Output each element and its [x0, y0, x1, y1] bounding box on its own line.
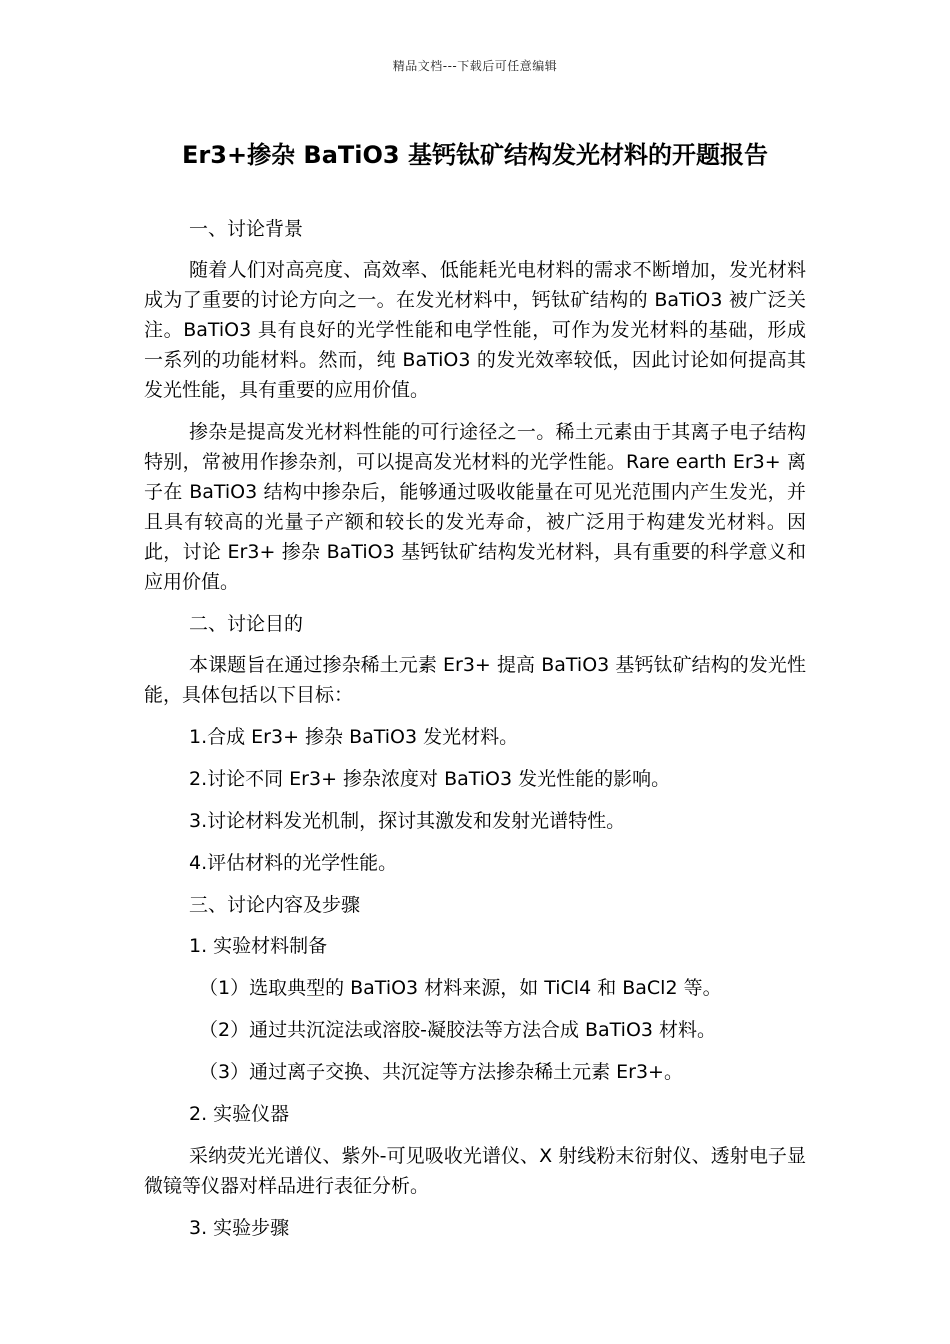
section-heading-content: 三、讨论内容及步骤: [189, 894, 361, 916]
document-body: [144, 214, 806, 1255]
list-item-material-step-3: （3）通过离子交换、共沉淀等方法掺杂稀土元素 Er3+。: [199, 1061, 683, 1083]
paragraph-instruments: 采纳荧光光谱仪、紫外-可见吸收光谱仪、X 射线粉末衍射仪、透射电子显微镜等仪器对样品进行表征分析。: [144, 1145, 806, 1197]
section-heading-background: 一、讨论背景: [189, 218, 304, 240]
list-item-goal-3: 3.讨论材料发光机制，探讨其激发和发射光谱特性。: [189, 810, 626, 832]
list-item-goal-2: 2.讨论不同 Er3+ 掺杂浓度对 BaTiO3 发光性能的影响。: [189, 768, 671, 790]
subsection-heading-instruments: 2. 实验仪器: [189, 1103, 290, 1125]
page-header-watermark: 精品文档---下载后可任意编辑: [392, 59, 558, 73]
paragraph-purpose-intro: 本课题旨在通过掺杂稀土元素 Er3+ 提高 BaTiO3 基钙钛矿结构的发光性能，具体包括以下目标：: [144, 654, 806, 706]
list-item-material-step-2: （2）通过共沉淀法或溶胶-凝胶法等方法合成 BaTiO3 材料。: [199, 1019, 717, 1041]
subsection-heading-materials: 1. 实验材料制备: [189, 935, 328, 957]
paragraph-background-2: 掺杂是提高发光材料性能的可行途径之一。稀土元素由于其离子电子结构特别，常被用作掺杂剂，可以提高发光材料的光学性能。Rare earth Er3+ 离子在 BaTiO3 结构中掺杂后，能够通过吸收能量在可见光范围内产生发光，并且具有较高的光量子产额和较长的发光寿命，被广泛用于构建发光材料。因此，讨论 Er3+ 掺杂 BaTiO3 基钙钛矿结构发光材料，具有重要的科学意义和应用价值。: [144, 421, 806, 593]
list-item-goal-1: 1.合成 Er3+ 掺杂 BaTiO3 发光材料。: [189, 726, 519, 748]
paragraph-background-1: 随着人们对高亮度、高效率、低能耗光电材料的需求不断增加，发光材料成为了重要的讨论方向之一。在发光材料中，钙钛矿结构的 BaTiO3 被广泛关注。BaTiO3 具有良好的光学性能和电学性能，可作为发光材料的基础，形成一系列的功能材料。然而，纯 BaTiO3 的发光效率较低，因此讨论如何提高其发光性能，具有重要的应用价值。: [144, 259, 806, 401]
list-item-material-step-1: （1）选取典型的 BaTiO3 材料来源，如 TiCl4 和 BaCl2 等。: [199, 977, 722, 999]
document-title: Er3+掺杂 BaTiO3 基钙钛矿结构发光材料的开题报告: [182, 141, 768, 169]
list-item-goal-4: 4.评估材料的光学性能。: [189, 852, 398, 874]
subsection-heading-steps: 3. 实验步骤: [189, 1217, 290, 1239]
section-heading-purpose: 二、讨论目的: [189, 613, 304, 635]
